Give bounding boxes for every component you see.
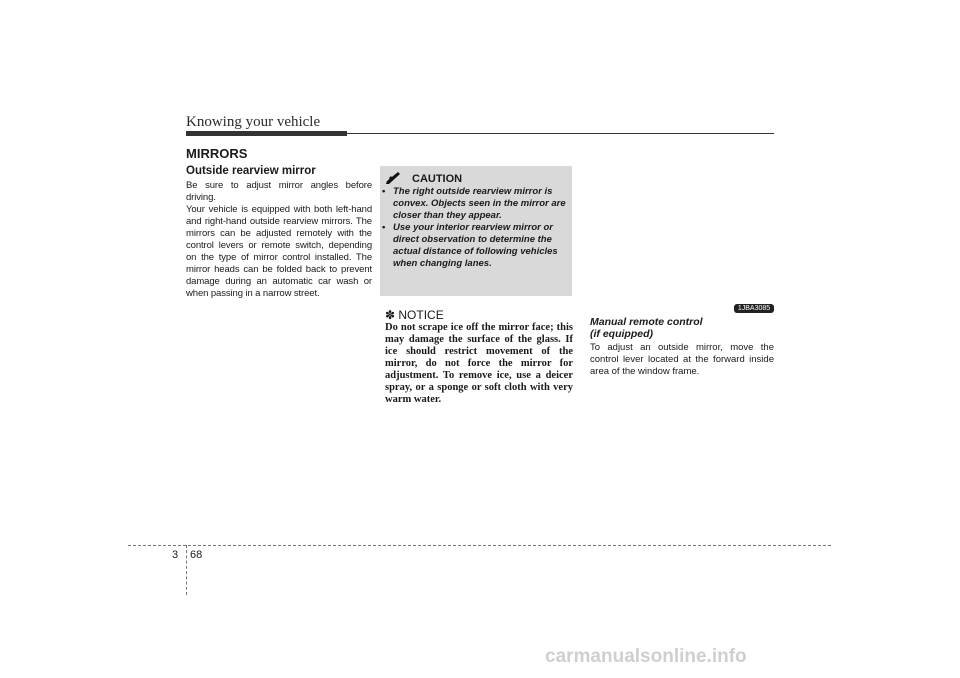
caution-item: • The right outside rearview mirror is convex. Objects seen in the mirror are closer than they appear.: [381, 186, 568, 222]
watermark: carmanualsonline.info: [545, 646, 747, 667]
caution-title: CAUTION: [412, 173, 463, 185]
notice-text: Do not scrape ice off the mirror face; this may damage the surface of the glass. If ice should restrict movement of the mirror, do not force the mirror for adjustment. To remove ice, use a deicer spray, or a sponge or soft cloth with very warm water.: [385, 322, 573, 405]
manual-remote-heading-line1: Manual remote control: [590, 316, 703, 328]
outside-mirror-text: [186, 180, 372, 300]
notice-title: ✽ NOTICE: [385, 308, 444, 322]
caution-list: [381, 186, 568, 270]
header-rule-accent: [186, 131, 347, 136]
caution-item: • Use your interior rearview mirror or direct observation to determine the actual distance of following vehicles when changing lanes.: [381, 222, 568, 270]
manual-remote-heading: [590, 316, 703, 340]
footer-rule: [128, 545, 831, 546]
page-number: 68: [190, 549, 203, 561]
manual-remote-text: To adjust an outside mirror, move the control lever located at the forward inside area of the window frame.: [590, 342, 774, 377]
chapter-number: 3: [172, 549, 179, 561]
caution-pencil-icon: [385, 172, 403, 185]
outside-mirror-paragraph: Your vehicle is equipped with both left-hand and right-hand outside rearview mirrors. The mirrors can be adjusted remotely with the control levers or remote switch, depending on the type of mirror control installed. The mirror heads can be folded back to prevent damage during an automatic car wash or when passing in a narrow street.: [186, 204, 372, 299]
footer-divider: [186, 545, 187, 595]
manual-remote-heading-line2: (if equipped): [590, 328, 653, 340]
figure-code: 1JBA3085: [734, 304, 774, 313]
section-title: MIRRORS: [186, 146, 248, 161]
outside-mirror-heading: Outside rearview mirror: [186, 165, 316, 177]
chapter-title: Knowing your vehicle: [186, 114, 321, 130]
outside-mirror-paragraph: Be sure to adjust mirror angles before driving.: [186, 180, 372, 203]
